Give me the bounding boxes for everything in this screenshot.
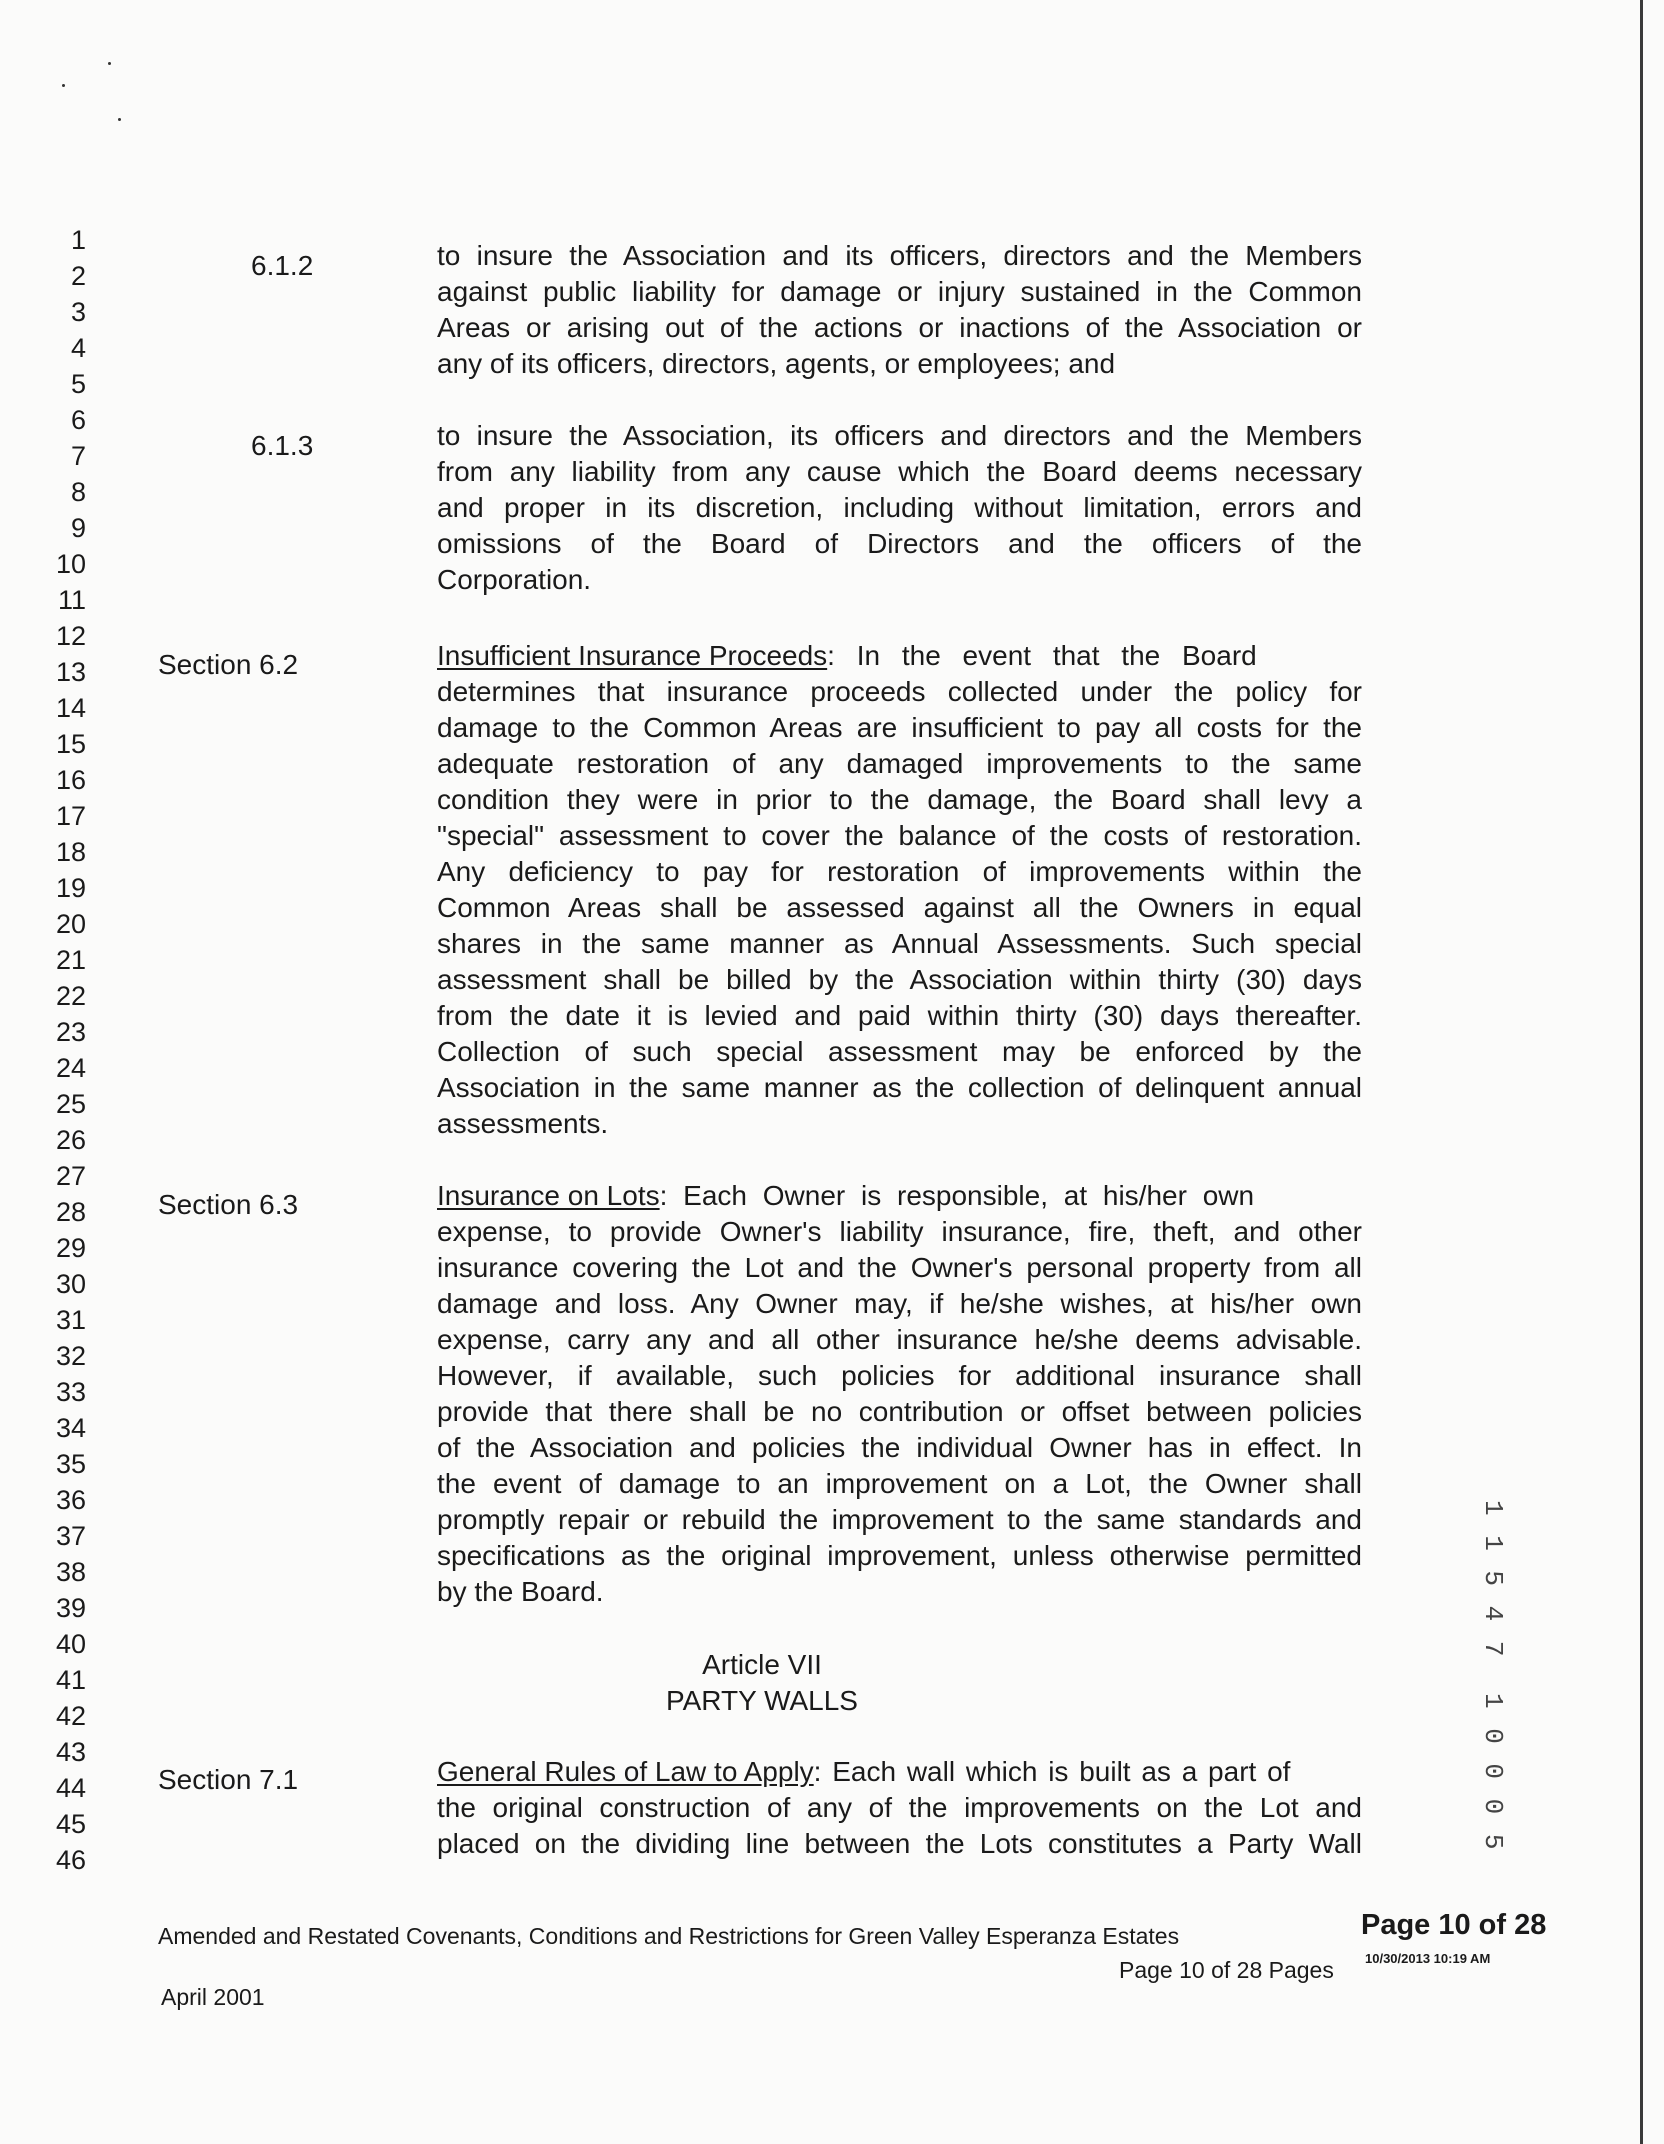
section-label-6-3: Section 6.3 (158, 1189, 299, 1220)
body-line: promptly repair or rebuild the improvement to the same standards and (437, 1504, 1362, 1535)
section-label-6-2: Section 6.2 (158, 649, 299, 680)
body-line: expense, carry any and all other insurance he/she deems advisable. (437, 1324, 1362, 1355)
body-line: damage to the Common Areas are insufficient to pay all costs for the (437, 712, 1362, 743)
line-number: 19 (55, 873, 86, 903)
section-heading-insufficient-insurance: Insufficient Insurance Proceeds (437, 640, 828, 671)
body-line: However, if available, such policies for additional insurance shall (437, 1360, 1362, 1391)
line-number: 42 (55, 1701, 86, 1731)
line-number: 27 (55, 1161, 86, 1191)
line-number: 35 (55, 1449, 86, 1479)
body-line: by the Board. (437, 1576, 604, 1607)
line-number: 9 (70, 513, 86, 543)
body-line: adequate restoration of any damaged improvements to the same (437, 748, 1362, 779)
body-line: any of its officers, directors, agents, or employees; and (437, 348, 1116, 379)
line-number: 45 (55, 1809, 86, 1839)
body-line: Association in the same manner as the collection of delinquent annual (437, 1072, 1362, 1103)
body-line: from any liability from any cause which the Board deems necessary (437, 456, 1362, 487)
footer-date: April 2001 (161, 1984, 265, 2010)
body-line: placed on the dividing line between the Lots constitutes a Party Wall (437, 1828, 1362, 1859)
line-number: 23 (55, 1017, 86, 1047)
line-number: 2 (70, 261, 86, 291)
line-number: 15 (55, 729, 86, 759)
line-number: 20 (55, 909, 86, 939)
section-heading-insurance-on-lots: Insurance on Lots (437, 1180, 660, 1211)
line-number: 36 (55, 1485, 86, 1515)
line-number: 29 (55, 1233, 86, 1263)
line-number: 22 (55, 981, 86, 1011)
body-line: omissions of the Board of Directors and the officers of the (437, 528, 1362, 559)
line-number: 31 (55, 1305, 86, 1335)
body-line: the original construction of any of the improvements on the Lot and (437, 1792, 1362, 1823)
line-number: 10 (55, 549, 86, 579)
body-line: the event of damage to an improvement on a Lot, the Owner shall (437, 1468, 1362, 1499)
footer-document-title: Amended and Restated Covenants, Conditions and Restrictions for Green Valley Esperanza Estates (158, 1923, 1180, 1949)
line-number: 6 (70, 405, 86, 435)
article-number: Article VII (702, 1649, 822, 1680)
line-number: 44 (55, 1773, 86, 1803)
body-line: Corporation. (437, 564, 592, 595)
line-number: 7 (70, 441, 86, 471)
scan-speck (118, 118, 121, 121)
line-number: 28 (55, 1197, 86, 1227)
line-number: 3 (70, 297, 86, 327)
line-number: 8 (70, 477, 86, 507)
footer-page-number: Page 10 of 28 (1361, 1909, 1547, 1941)
footer-page-count: Page 10 of 28 Pages (1119, 1957, 1334, 1983)
line-number: 37 (55, 1521, 86, 1551)
body-line: assessment shall be billed by the Association within thirty (30) days (437, 964, 1362, 995)
body-line: expense, to provide Owner's liability insurance, fire, theft, and other (437, 1216, 1362, 1247)
subsection-label-6-1-2: 6.1.2 (251, 250, 314, 281)
line-number: 32 (55, 1341, 86, 1371)
body-line: assessments. (437, 1108, 609, 1139)
line-number: 34 (55, 1413, 86, 1443)
line-number: 1 (70, 225, 86, 255)
article-title: PARTY WALLS (666, 1685, 858, 1716)
line-number: 17 (55, 801, 86, 831)
heading-continuation: : In the event that the Board (827, 640, 1257, 671)
line-number: 25 (55, 1089, 86, 1119)
body-line-heading (437, 1754, 1362, 1790)
line-number: 12 (55, 621, 86, 651)
body-line: Any deficiency to pay for restoration of improvements within the (437, 856, 1362, 887)
body-line: Areas or arising out of the actions or inactions of the Association or (437, 312, 1362, 343)
footer-timestamp: 10/30/2013 10:19 AM (1365, 1951, 1491, 1966)
line-number: 38 (55, 1557, 86, 1587)
scan-speck (108, 62, 111, 65)
line-number: 30 (55, 1269, 86, 1299)
line-number: 39 (55, 1593, 86, 1623)
body-line: to insure the Association and its officers, directors and the Members (437, 240, 1362, 271)
body-line: damage and loss. Any Owner may, if he/she wishes, at his/her own (437, 1288, 1362, 1319)
line-number: 43 (55, 1737, 86, 1767)
body-line: from the date it is levied and paid within thirty (30) days thereafter. (437, 1000, 1362, 1031)
body-line: specifications as the original improvement, unless otherwise permitted (437, 1540, 1362, 1571)
scan-speck (62, 84, 65, 87)
line-number: 40 (55, 1629, 86, 1659)
heading-continuation: : Each Owner is responsible, at his/her own (659, 1180, 1255, 1211)
line-number: 11 (57, 585, 86, 615)
body-line: shares in the same manner as Annual Assessments. Such special (437, 928, 1362, 959)
line-number: 4 (70, 333, 86, 363)
body-line: Common Areas shall be assessed against all the Owners in equal (437, 892, 1362, 923)
line-number: 16 (55, 765, 86, 795)
body-line: condition they were in prior to the damage, the Board shall levy a (437, 784, 1362, 815)
body-line: provide that there shall be no contribution or offset between policies (437, 1396, 1362, 1427)
line-number: 13 (55, 657, 86, 687)
body-line: insurance covering the Lot and the Owner's personal property from all (437, 1252, 1362, 1283)
body-line: against public liability for damage or injury sustained in the Common (437, 276, 1362, 307)
line-number: 33 (55, 1377, 86, 1407)
line-number: 24 (55, 1053, 86, 1083)
page-edge-rule (1640, 0, 1643, 2144)
line-number: 14 (55, 693, 86, 723)
line-number: 46 (55, 1845, 86, 1875)
subsection-label-6-1-3: 6.1.3 (251, 430, 314, 461)
body-line: Collection of such special assessment may be enforced by the (437, 1036, 1362, 1067)
recording-stamp-bottom: 1 0 0 0 5 (1478, 1693, 1508, 1852)
heading-continuation: : Each wall which is built as a part of (813, 1756, 1291, 1787)
body-line: "special" assessment to cover the balance of the costs of restoration. (437, 820, 1362, 851)
line-number: 18 (55, 837, 86, 867)
line-number: 5 (70, 369, 86, 399)
body-line: determines that insurance proceeds collected under the policy for (437, 676, 1362, 707)
body-line: and proper in its discretion, including without limitation, errors and (437, 492, 1362, 523)
body-line-heading (437, 1178, 1362, 1214)
line-number: 41 (55, 1665, 86, 1695)
body-line: of the Association and policies the individual Owner has in effect. In (437, 1432, 1362, 1463)
body-line: to insure the Association, its officers and directors and the Members (437, 420, 1362, 451)
section-label-7-1: Section 7.1 (158, 1764, 299, 1795)
section-heading-party-walls: General Rules of Law to Apply (437, 1756, 814, 1787)
body-line-heading (437, 638, 1362, 674)
line-number: 21 (55, 945, 86, 975)
line-number: 26 (55, 1125, 86, 1155)
recording-stamp-top: 1 1 5 4 7 (1478, 1500, 1508, 1659)
